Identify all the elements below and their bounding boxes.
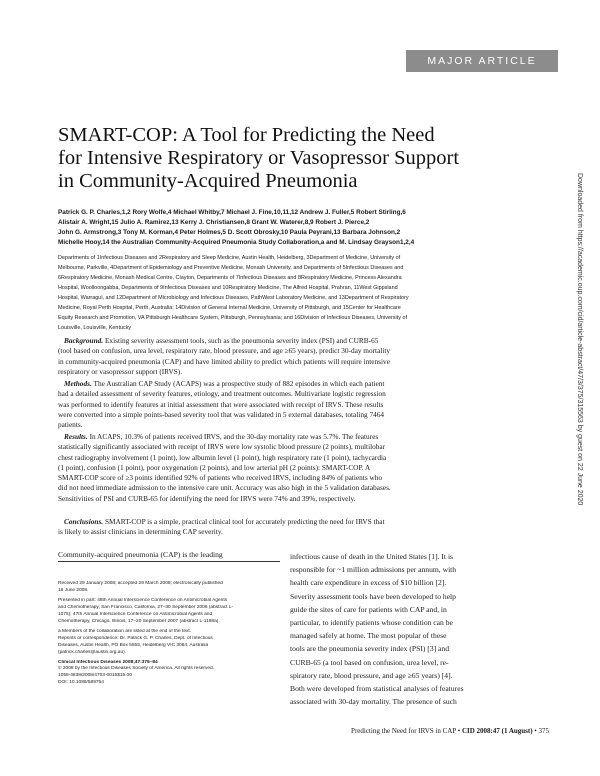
author-line: Michelle Hooy,14 the Australian Community-Acquired Pneumonia Study Collaboration,a and M. Lindsay Grayson1,2,4 <box>58 239 415 246</box>
affiliation-line: Hospital, Woolloongabba, Departments of 9Infectious Diseases and 10Respiratory Medicine, The Alfred Hospital, Prahran, 11West Gippsland <box>58 285 398 291</box>
author-line: Alistair A. Wright,15 Julio A. Ramirez,13 Kerry J. Christiansen,8 Grant W. Waterer,8,9 Robert J. Pierce,2 <box>58 219 370 226</box>
author-line: Patrick G. P. Charles,1,2 Rory Wolfe,4 Michael Whitby,7 Michael J. Fine,10,11,12 Andrew J. Fuller,5 Robert Stirling,6 <box>58 209 406 216</box>
results-text: In ACAPS, 10.3% of patients received IRVS, and the 30-day mortality rate was 5.7%. The features <box>89 432 379 441</box>
body-line: health care expenditure in excess of $10 billion [2]. <box>290 578 447 588</box>
footnote-line: and Chemotherapy, San Francisco, California, 27–30 September 2006 (abstract L- <box>58 604 234 610</box>
abstract-conclusions <box>58 517 548 538</box>
footnote-line: Diseases, Austin Health, PO Box 5555, Heidelberg VIC 3084, Australia <box>58 642 209 648</box>
abstract-line: did not need immediate admission to the intensive care unit. Accuracy was also high in the 5 validation databases. <box>58 483 391 493</box>
footnote-line: 1075); 47th Annual Interscience Conference on Antimicrobial Agents and <box>58 611 213 617</box>
abstract-line: were converted into a simple points-based severity tool that was validated in 5 external databases, totaling 7464 <box>58 409 385 419</box>
title-line: in Community-Acquired Pneumonia <box>58 170 358 192</box>
body-line: tools are the pneumonia severity index (PSI) [3] and <box>290 644 450 654</box>
banner-label: MAJOR ARTICLE <box>427 55 537 67</box>
abstract-line: Sensitivities of PSI and CURB-65 for identifying the need for IRVS were 74% and 39%, respectively. <box>58 493 356 503</box>
abstract-background <box>58 336 548 377</box>
body-line: infectious cause of death in the United States [1]. It is <box>290 552 454 561</box>
footnote-line: 1058-4838/2008/4703-0015$15.00 <box>58 673 132 679</box>
affiliation-line: Equity Research and Promotion, VA Pittsburgh Healthcare System, Pittsburgh, Pennsylvania; and 16Division of Infectious Diseases, University of <box>58 315 407 321</box>
footnote-line: (patrick.charles@austin.org.au). <box>58 649 127 655</box>
abstract-first-line <box>58 432 548 442</box>
abstract-methods <box>58 379 548 430</box>
author-line: John G. Armstrong,3 Tony M. Korman,4 Peter Holmes,5 D. Scott Obrosky,10 Paula Peyrani,13 Barbara Johnson,2 <box>58 229 401 236</box>
abstract-line: is likely to assist clinicians in determining CAP severity. <box>58 527 223 537</box>
abstract-line: (1 point), confusion (1 point), poor oxygenation (2 points), and low arterial pH (2 points): SMART-COP. A <box>58 462 371 472</box>
body-line: responsible for ~1 million admissions per annum, with <box>290 565 457 575</box>
body-line: guide the sites of care for patients with CAP and, in <box>290 604 447 614</box>
journal-citation: CID 2008:47 (1 August) <box>461 727 533 735</box>
abstract-line: respiratory or vasopressor support (IRVS). <box>58 366 183 376</box>
conclusions-label: Conclusions. <box>64 517 104 526</box>
body-line: particular, to identify patients whose condition can be <box>290 618 453 628</box>
page-footer <box>58 726 549 736</box>
affiliation-line: 6Respiratory Medicine, Monash Medical Centre, Clayton, Departments of 7Infectious Diseases and 8Respiratory Medicine, Princess Alexandra <box>58 275 402 281</box>
body-line: managed safely at home. The most popular of these <box>290 631 447 641</box>
footnote-line: 16 June 2008. <box>58 587 89 593</box>
footnote-line: Presented in part: 48th Annual Interscience Conference on Antimicrobial Agents <box>58 597 228 603</box>
affiliations <box>58 253 548 333</box>
background-label: Background. <box>64 336 104 345</box>
affiliation-line: Hospital, Warragul, and 12Department of Microbiology and Infectious Diseases, PathWest Laboratory Medicine, and 13Department of Respiratory <box>58 295 409 301</box>
abstract-line: patients. <box>58 420 83 430</box>
abstract-line: chest radiography involvement (1 point), low albumin level (1 point), high respiratory rate (1 point), tachycardia <box>58 452 387 462</box>
title-line: SMART-COP: A Tool for Predicting the Need <box>58 124 435 146</box>
body-line: spiratory rate, blood pressure, and age ≥65 years) [4]. <box>290 670 453 680</box>
abstract-first-line <box>58 336 548 346</box>
affiliation-line: Medicine, Royal Perth Hospital, Perth, Australia; 14Division of General Internal Medicine, University of Pittsburgh, and 15Center for Healthcare <box>58 305 401 311</box>
body-line: associated with 30-day mortality. The presence of such <box>290 697 457 707</box>
abstract-line: in community-acquired pneumonia (CAP) and have limited ability to predict which patients will require intensive <box>58 356 390 366</box>
abstract-line: was performed to identify features at initial assessment that were associated with receipt of IRVS. These results <box>58 399 384 409</box>
footnote-divider <box>58 561 280 562</box>
abstract-line: had a detailed assessment of severity features, etiology, and treatment outcomes. Multivariate logistic regression <box>58 389 386 399</box>
background-text: Existing severity assessment tools, such as the pneumonia severity index (PSI) and CURB-65 <box>104 336 379 345</box>
abstract-line: (tool based on confusion, urea level, respiratory rate, blood pressure, and age ≥65 years), predict 30-day mortality <box>58 346 391 356</box>
download-watermark: Downloaded from https://academic.oup.com/cid/article-abstract/47/3/375/315563 by guest on 22 June 2020 <box>576 173 583 506</box>
running-title: Predicting the Need for IRVS in CAP • <box>351 727 461 735</box>
affiliation-line: Departments of 1Infectious Diseases and 2Respiratory and Sleep Medicine, Austin Health, Heidelberg, 3Department of Medicine, University of <box>58 255 401 261</box>
footnote-line: Reprints or correspondence: Dr. Patrick G. P. Charles, Dept. of Infectious <box>58 635 213 641</box>
abstract-line: SMART-COP score of ≥3 points identified 92% of patients who received IRVS, including 84% of patients who <box>58 473 383 483</box>
footnote-line: Chemotherapy, Chicago, Illinois, 17–20 September 2007 (abstract L-1198a). <box>58 618 220 624</box>
methods-label: Methods. <box>64 379 92 388</box>
footnote-line: a Members of the collaboration are listed at the end of the text. <box>58 628 192 634</box>
abstract-first-line <box>58 379 548 389</box>
body-right-column <box>290 550 550 708</box>
article-title <box>58 124 518 193</box>
footnote-line: DOI: 10.1086/589754 <box>58 680 104 686</box>
body-left-opening: Community-acquired pneumonia (CAP) is the leading <box>58 550 223 559</box>
methods-text: The Australian CAP Study (ACAPS) was a prospective study of 882 episodes in which each patient <box>93 379 385 388</box>
conclusions-text: SMART-COP is a simple, practical clinical tool for accurately predicting the need for IRVS that <box>104 517 385 526</box>
affiliation-line: Louisville, Louisville, Kentucky <box>58 325 132 331</box>
affiliation-line: Melbourne, Parkville, 4Department of Epidemiology and Preventive Medicine, Monash University, and Departments of 5Infectious Diseases and <box>58 265 404 271</box>
title-line: for Intensive Respiratory or Vasopressor Support <box>58 147 460 169</box>
body-line: Both were developed from statistical analyses of features <box>290 684 464 694</box>
abstract-line: statistically significantly associated with receipt of IRVS were low systolic blood pressure (2 points), multilobar <box>58 442 386 452</box>
footnote-line: Received 29 January 2008; accepted 29 March 2008; electronically published <box>58 581 223 586</box>
body-line: CURB-65 (a tool based on confusion, urea level, re- <box>290 657 449 667</box>
major-article-banner <box>406 50 558 72</box>
results-label: Results. <box>64 432 88 441</box>
abstract-first-line <box>58 517 548 527</box>
body-line: Severity assessment tools have been developed to help <box>290 591 456 601</box>
page-number: • 375 <box>534 727 549 735</box>
author-list <box>58 208 548 248</box>
footnote-line: Clinical Infectious Diseases 2008;47:375–84 <box>58 659 158 665</box>
footnotes <box>58 581 280 687</box>
abstract-results <box>58 432 548 504</box>
footnote-line: © 2008 by the Infectious Diseases Society of America. All rights reserved. <box>58 666 215 672</box>
